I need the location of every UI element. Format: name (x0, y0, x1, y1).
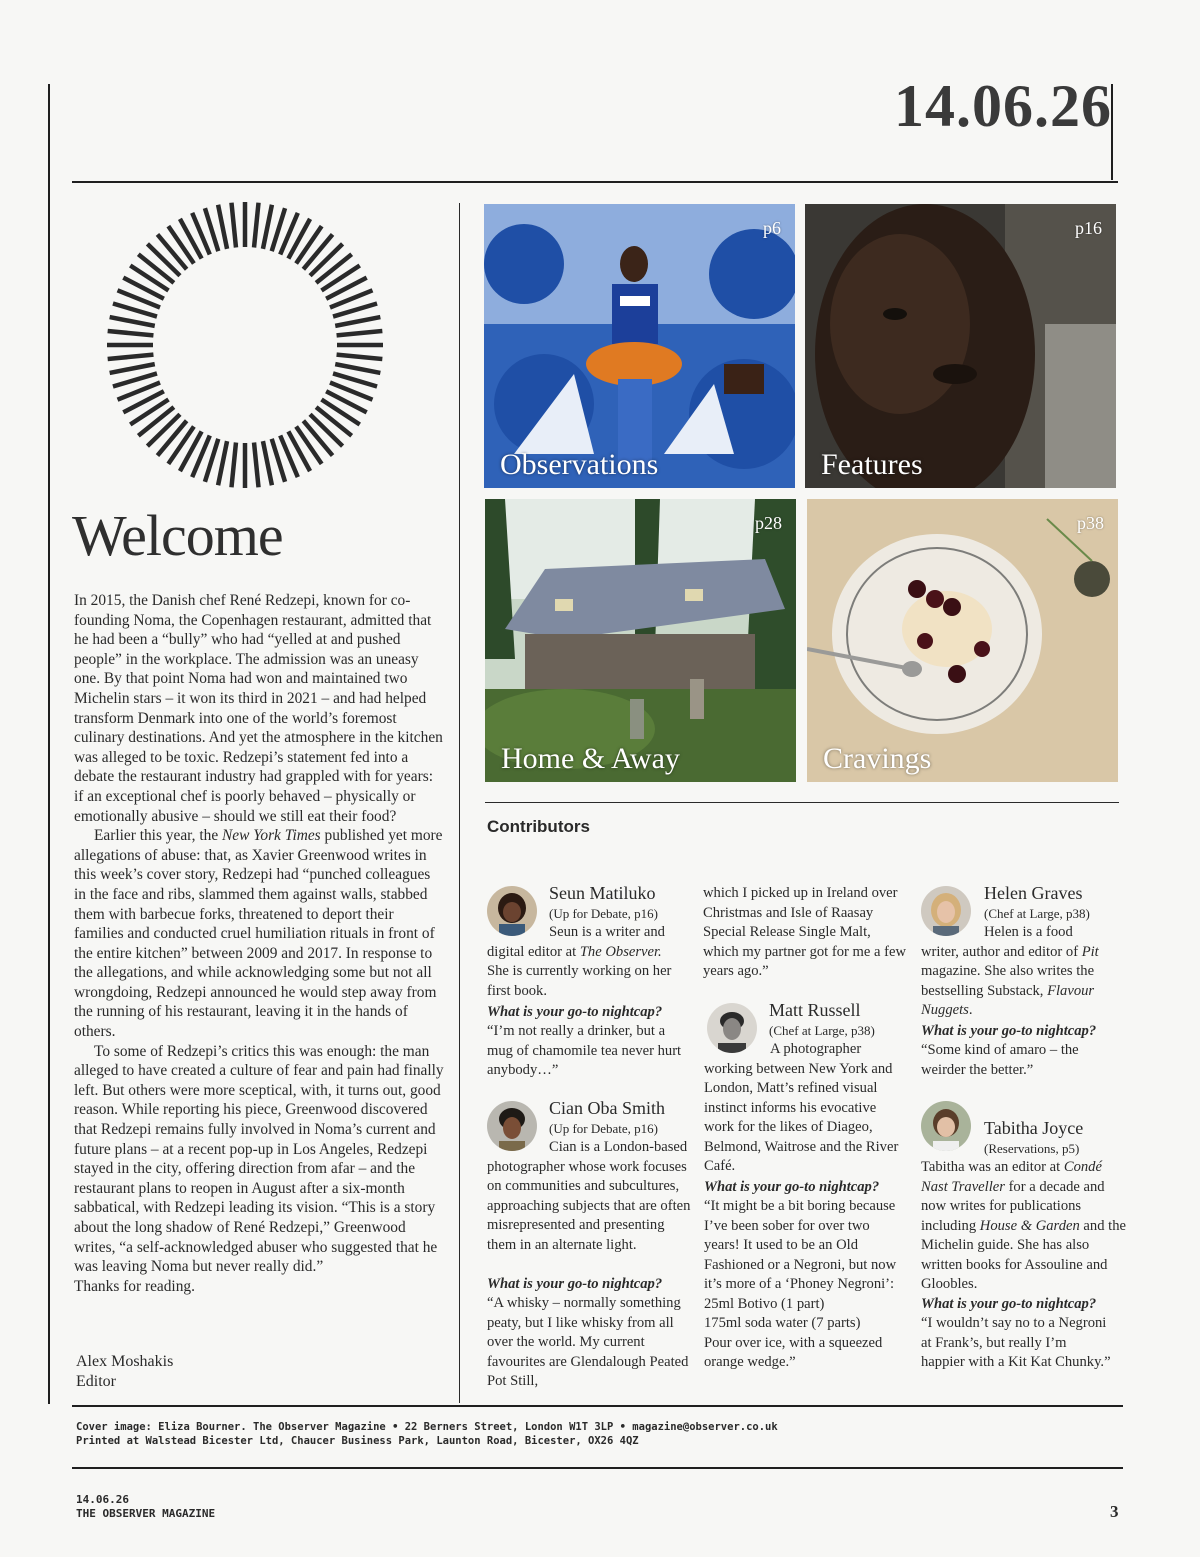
logo-ray (168, 226, 194, 263)
logo-ray (218, 205, 227, 249)
seun-question: What is your go-to nightcap? (487, 1004, 663, 1020)
header-rule (72, 181, 1118, 183)
logo-ray (254, 203, 259, 248)
cravings-photo (807, 499, 1118, 782)
section-tile-observations[interactable] (484, 204, 795, 488)
footer-line-1: Cover image: Eliza Bourner. The Observer Magazine • 22 Berners Street, London W1T 3LP • magazine@observer.co.uk (76, 1421, 778, 1433)
column-divider (459, 203, 460, 1403)
nyt-title: New York Times (222, 827, 321, 845)
logo-ray (231, 443, 236, 488)
editorial-p2-end: published yet more allegations of abuse: that, as Xavier Greenwood writes in this week’s cover story, Redzepi had “punched colleagues in the face and ribs, slammed them against walls, stabbed them with barbecue forks, threatened to deport their families and conducted cruel humiliation rituals in front of the entire kitchen” between 2009 and 2017. In response to the allegations, and while acknowledging some but not all wrongdoing, Redzepi announced he would step away from the running of his restaurant, leaving it in the hands of others. (74, 827, 443, 1041)
logo-ray (110, 364, 155, 373)
footer-rule-top (72, 1405, 1123, 1407)
matt-answer-text: “It might be a bit boring because I’ve been sober for over two years! It used to be an Old Fashioned or a Negroni, but now it’s more of a ‘Phoney Negroni’: (704, 1198, 897, 1292)
logo-ray (335, 317, 380, 326)
features-label: Features (821, 448, 923, 481)
logo-ray (130, 399, 168, 424)
features-page: p16 (1075, 218, 1102, 238)
tabitha-avatar (921, 1101, 971, 1151)
logo-ray (303, 234, 332, 269)
observations-label: Observations (500, 448, 659, 481)
folio-date: 14.06.26 (76, 1493, 129, 1506)
matt-recipe-3: Pour over ice, with a squeezed orange wedge.” (704, 1334, 883, 1370)
logo-ray (337, 355, 383, 359)
folio-title: THE OBSERVER MAGAZINE (76, 1507, 216, 1520)
seun-bio (487, 923, 687, 1001)
observations-page: p6 (763, 218, 781, 238)
cravings-label: Cravings (823, 742, 932, 775)
footer-line-2: Printed at Walstead Bicester Ltd, Chaucer Business Park, Launton Road, Bicester, OX26 4QZ (76, 1435, 639, 1447)
helen-magazine: Pit (1081, 943, 1099, 960)
logo-ray (110, 317, 155, 326)
cian-name: Cian Oba Smith (549, 1098, 665, 1118)
folio (76, 1493, 215, 1521)
logo-ray (138, 407, 174, 436)
matt-recipe-1: 25ml Botivo (1 part) (704, 1295, 825, 1312)
helen-bio-mid: magazine. She also writes the bestselling Substack, (921, 963, 1095, 999)
matt-bio: A photographer working between New York and London, Matt’s refined visual instinct informs his evocative work for the likes of Diageo, Belmond, Waitrose and the River Café. (704, 1041, 899, 1174)
logo-ray (147, 414, 180, 446)
logo-ray (231, 203, 236, 248)
seun-publication: The Observer. (579, 943, 662, 960)
editor-title: Editor (76, 1373, 116, 1390)
section-tile-features[interactable] (805, 204, 1116, 488)
tabitha-bio (921, 1158, 1126, 1295)
cian-question: What is your go-to nightcap? (487, 1276, 663, 1292)
editor-signoff (76, 1352, 173, 1392)
home-away-label: Home & Away (501, 742, 680, 775)
matt-name: Matt Russell (769, 1000, 861, 1020)
tabitha-name: Tabitha Joyce (984, 1118, 1084, 1138)
logo-ray (335, 364, 380, 373)
logo-ray (108, 331, 154, 335)
seun-role: (Up for Debate, p16) (549, 906, 659, 921)
logo-ray (310, 244, 343, 276)
seun-name: Seun Matiluko (549, 883, 656, 903)
logo-ray (337, 331, 383, 335)
cravings-page: p38 (1077, 513, 1104, 533)
tabitha-bio-end: and the Michelin guide. She has also written books for Assouline and Gloobles. (921, 1217, 1126, 1292)
footer-rule-bottom (72, 1467, 1123, 1469)
tabitha-bio-text: Tabitha was an editor at (921, 1159, 1064, 1175)
logo-ray (157, 421, 186, 456)
helen-bio-end: . (968, 1002, 973, 1018)
editor-name: Alex Moshakis (76, 1353, 174, 1370)
logo-ray (108, 355, 154, 359)
issue-date: 14.06.26 (894, 73, 1112, 139)
helen-question: What is your go-to nightcap? (921, 1023, 1097, 1039)
logo-ray (168, 426, 194, 463)
logo-ray (310, 414, 343, 446)
matt-answer (704, 1197, 909, 1373)
cian-answer-continued: which I picked up in Ireland over Christmas and Isle of Raasay Special Release Single Malt, which my partner got for me a few years ago.” (703, 885, 907, 979)
logo-ray (316, 254, 352, 283)
contributors-heading: Contributors (487, 817, 590, 836)
cian-answer: “A whisky – normally something peaty, but I like whisky from all over the world. My current favourites are Glendalough Peated Pot Still, (487, 1295, 689, 1389)
home-away-page: p28 (755, 513, 782, 533)
helen-bio-text: Helen is a food writer, author and editor of (921, 924, 1082, 960)
logo-ray (296, 426, 322, 463)
helen-bio (921, 923, 1111, 1021)
matt-recipe-2: 175ml soda water (7 parts) (704, 1315, 861, 1331)
contributors-rule (485, 802, 1119, 803)
logo-ray (303, 421, 332, 456)
logo-ray (218, 441, 227, 485)
logo-ray (130, 266, 168, 291)
helen-answer: “Some kind of amaro – the weirder the better.” (921, 1042, 1079, 1078)
tabitha-publication-1: Condé Nast Traveller (921, 1159, 1102, 1195)
tabitha-role: (Reservations, p5) (984, 1141, 1080, 1156)
helen-role: (Chef at Large, p38) (984, 906, 1090, 921)
matt-question: What is your go-to nightcap? (704, 1179, 880, 1195)
editorial-thanks: Thanks for reading. (74, 1277, 195, 1295)
page-number: 3 (1110, 1502, 1119, 1521)
observer-o-logo (104, 200, 386, 490)
logo-ray (157, 234, 186, 269)
observations-photo (484, 204, 795, 488)
matt-role: (Chef at Large, p38) (769, 1023, 875, 1038)
logo-ray (296, 226, 322, 263)
logo-ray (321, 266, 359, 291)
seun-bio-text: Seun is a writer and digital editor at (487, 924, 665, 960)
logo-ray (316, 407, 352, 436)
welcome-heading: Welcome (72, 503, 283, 568)
logo-ray (254, 443, 259, 488)
editorial-paragraph-1: In 2015, the Danish chef René Redzepi, known for co-founding Noma, the Copenhagen restaurant, admitted that he had been a “bully” who had “yelled at and pushed people” in the workplace. The admission was an uneasy one. By that point Noma had won and maintained two Michelin stars – it won its third in 2021 – and had helped transform Denmark into one of the world’s foremost culinary destinations. And yet the atmosphere in the kitchen was alleged to be toxic. Redzepi’s statement fed into a debate the restaurant industry had grappled with for years: if an exceptional chef is poorly behaved – physically or emotionally abusive – should we still eat their food? (74, 592, 443, 825)
logo-ray (147, 244, 180, 276)
editorial-paragraph-2 (74, 826, 446, 1042)
tabitha-publication-2: House & Garden (979, 1217, 1080, 1234)
editorial-body (74, 591, 446, 1296)
cian-role: (Up for Debate, p16) (549, 1121, 659, 1136)
cian-bio: Cian is a London-based photographer whose work focuses on communities and subcultures, approaching subjects that are often misrepresented and presenting them in an alternate light. (487, 1139, 691, 1253)
seun-bio-end: She is currently working on her first book. (487, 963, 672, 999)
helen-name: Helen Graves (984, 883, 1083, 903)
features-photo (805, 204, 1116, 488)
home-away-photo (485, 499, 796, 782)
seun-answer: “I’m not really a drinker, but a mug of chamomile tea never hurt anybody…” (487, 1023, 682, 1078)
section-tile-cravings[interactable] (807, 499, 1118, 782)
helen-substack: Flavour Nuggets (921, 982, 1095, 1018)
tabitha-question: What is your go-to nightcap? (921, 1296, 1097, 1312)
editorial-p2-start: Earlier this year, the (94, 827, 223, 845)
section-tile-home-away[interactable] (485, 499, 796, 782)
footer-credits (76, 1420, 778, 1448)
left-border-rule (48, 84, 50, 1404)
logo-ray (321, 399, 359, 424)
logo-ray (263, 205, 272, 249)
logo-ray (263, 441, 272, 485)
tabitha-bio-mid: for a decade and now writes for publications including (921, 1178, 1105, 1234)
tabitha-answer: “I wouldn’t say no to a Negroni at Frank’s, but really I’m happier with a Kit Kat Chunky.” (921, 1315, 1111, 1370)
editorial-paragraph-3: To some of Redzepi’s critics this was enough: the man alleged to have created a culture of fear and pain had finally left. But others were more sceptical, with, it turns out, good reason. While reporting his piece, Greenwood discovered that Redzepi remains fully involved in Noma’s current and future plans – at a recent pop-up in Los Angeles, Redzepi stayed in the city, offering direction from afar – and the restaurant plans to reopen in August after a six-month sabbatical, with Redzepi leading its vision. “This is a story about the long shadow of René Redzepi,” Greenwood writes, “a self-acknowledged abuser who suggested that he was leaving Noma but never really did.” (74, 1042, 444, 1276)
logo-ray (138, 254, 174, 283)
